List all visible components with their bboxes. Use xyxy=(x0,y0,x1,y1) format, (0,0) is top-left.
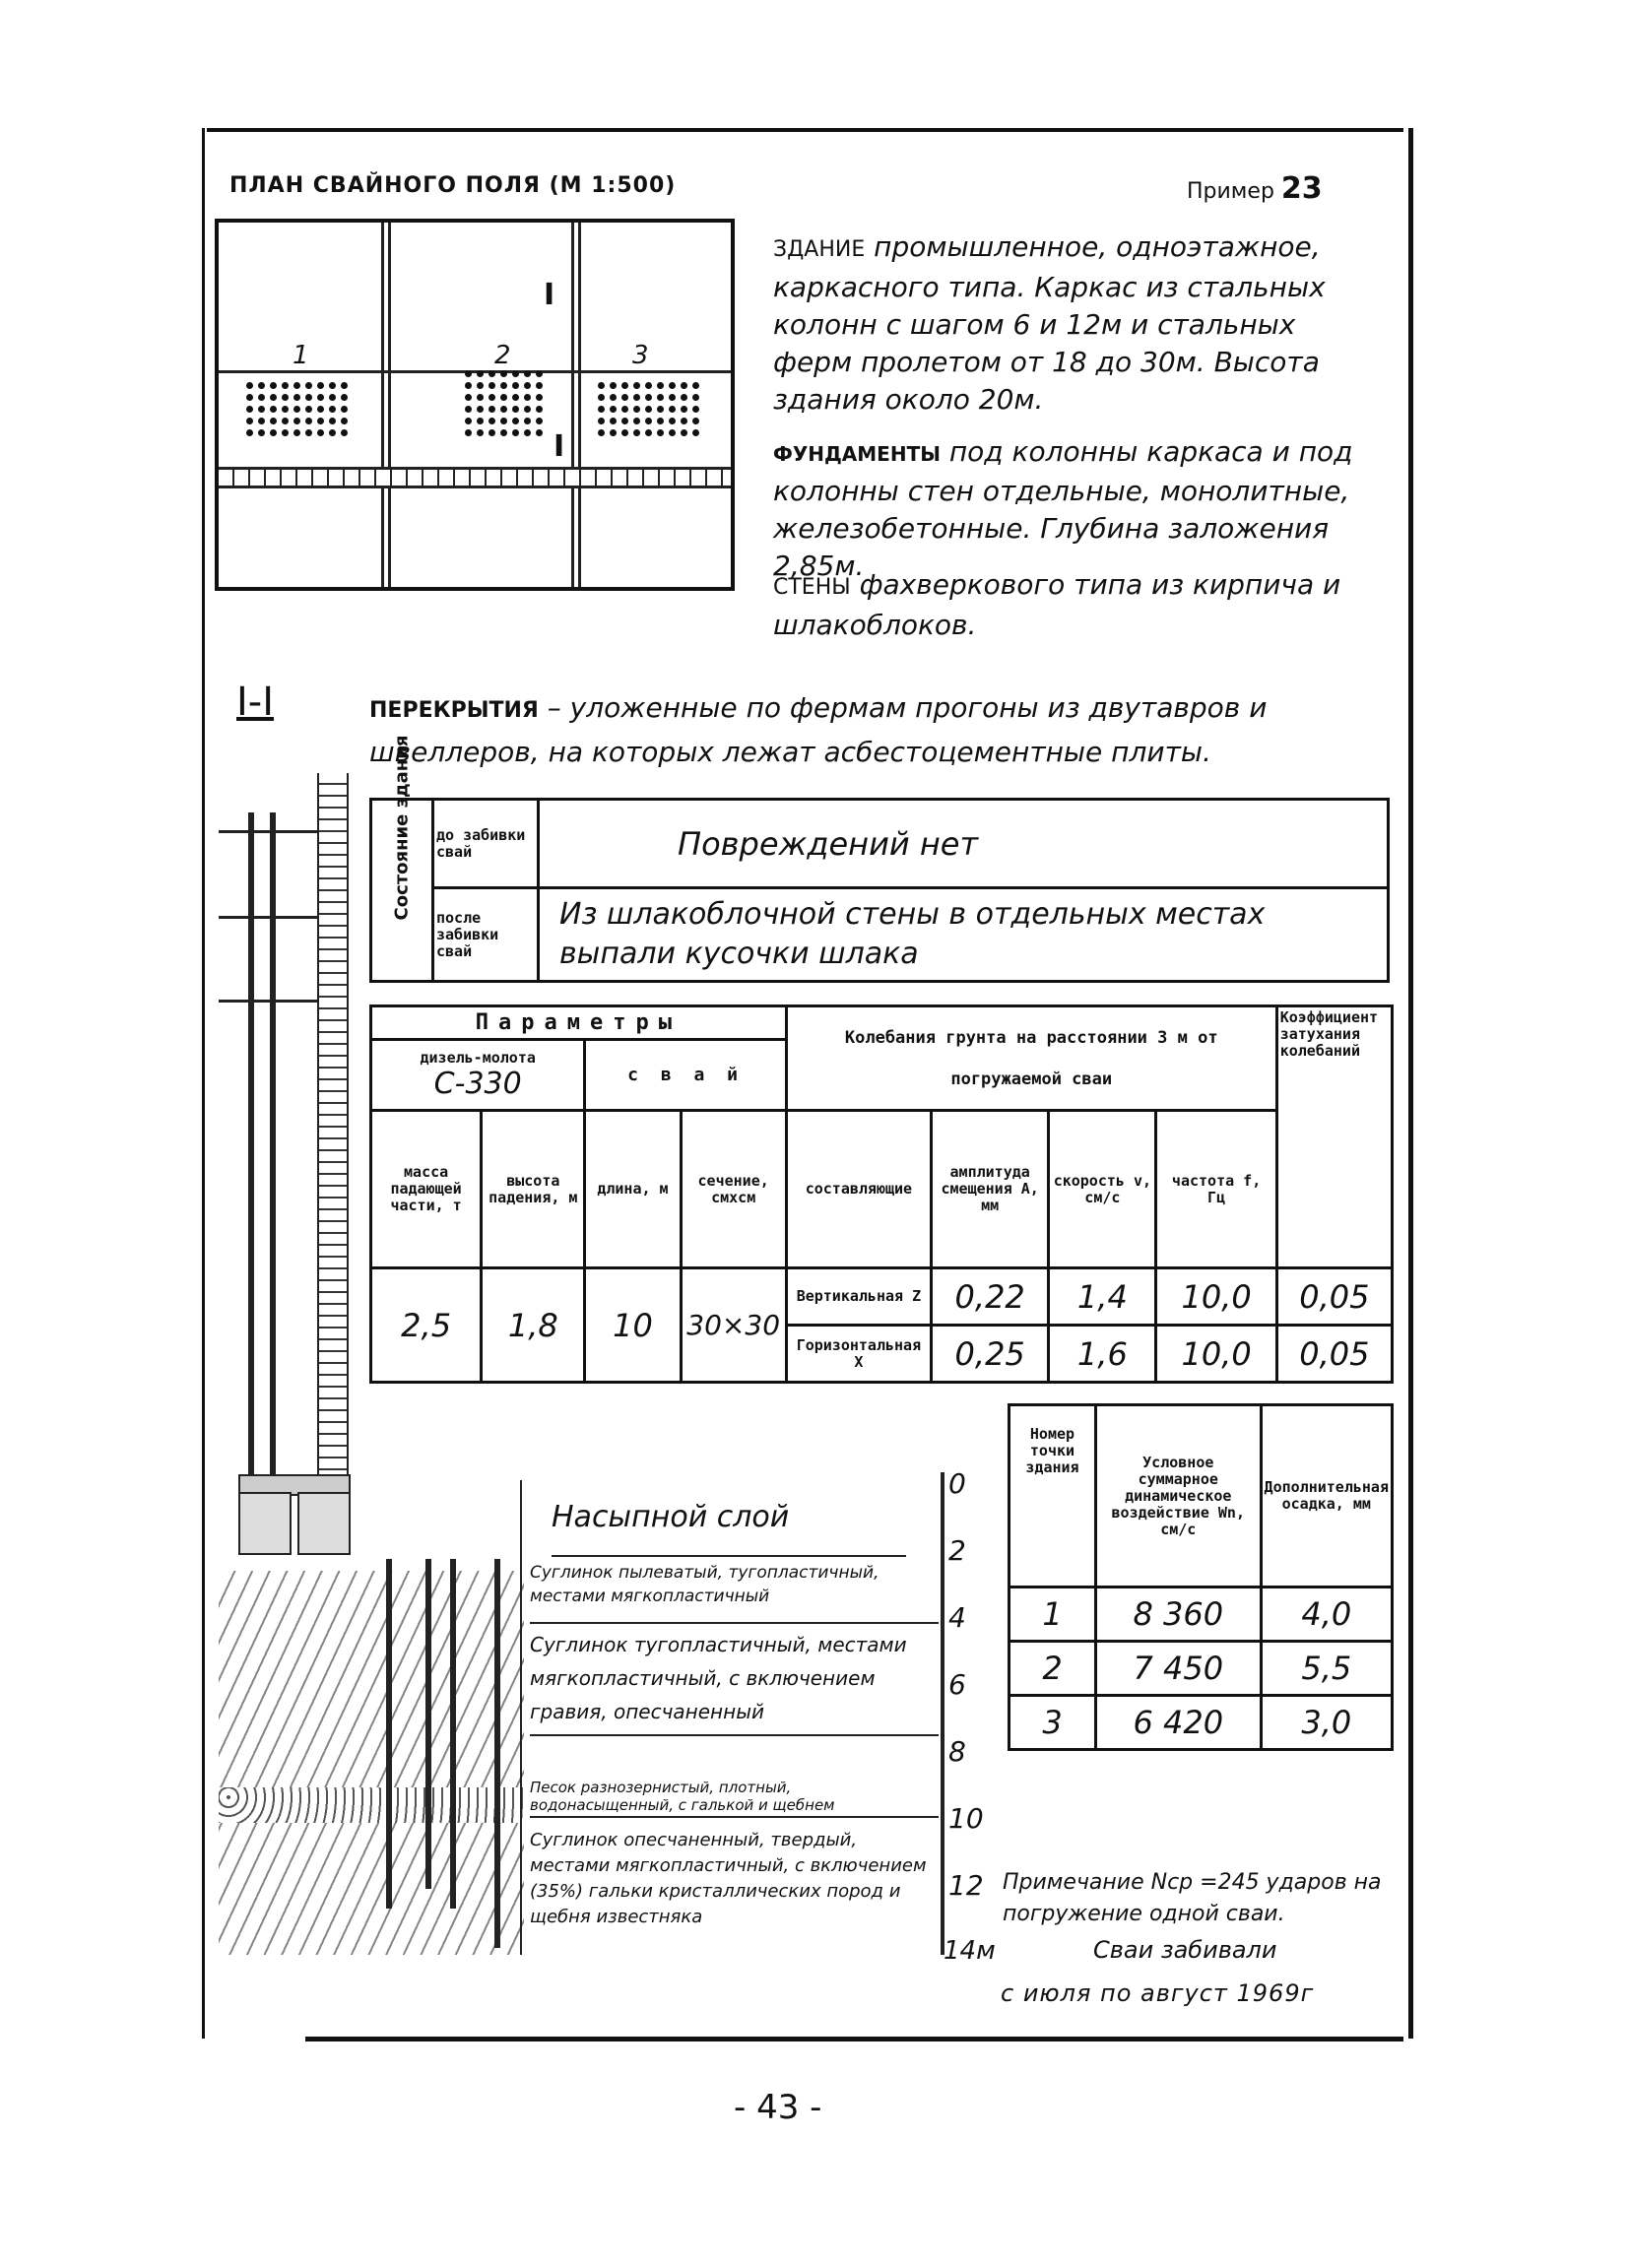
frame-bottom-line xyxy=(305,2037,1403,2041)
pile-dot xyxy=(305,394,312,401)
state-text-after: Из шлакоблочной стены в отдельных местах выпали кусочки шлака xyxy=(539,888,1389,982)
mass-value: 2,5 xyxy=(371,1268,482,1383)
pile-dot xyxy=(341,418,348,424)
point-impact: 7 450 xyxy=(1095,1642,1261,1696)
pile-dot xyxy=(500,406,507,413)
vibration-header: Колебания грунта на расстоянии 3 м от погружаемой сваи xyxy=(786,1006,1276,1111)
pile-dot xyxy=(692,382,699,389)
pile-dot xyxy=(645,382,652,389)
pile-dot xyxy=(512,418,519,424)
col-section: сечение, смхсм xyxy=(681,1111,786,1268)
pile-dot xyxy=(692,418,699,424)
col-point: Номер точки здания xyxy=(1009,1405,1096,1588)
pile-dot xyxy=(270,406,277,413)
pile-dot xyxy=(524,429,531,436)
pile-dot xyxy=(270,418,277,424)
pile-dot xyxy=(258,429,265,436)
pile-dot xyxy=(465,370,472,377)
pile-dot xyxy=(524,418,531,424)
pile-dot xyxy=(633,429,640,436)
pile-dot xyxy=(598,429,605,436)
pile-dot xyxy=(341,406,348,413)
pile-dot xyxy=(536,429,543,436)
point-number: 1 xyxy=(1009,1588,1096,1642)
point-impact: 8 360 xyxy=(1095,1588,1261,1642)
table-row xyxy=(1009,1642,1393,1696)
pile-dot xyxy=(341,394,348,401)
pile-dot xyxy=(317,429,324,436)
depth-0: 0 xyxy=(948,1467,966,1500)
pile-section-value: 30×30 xyxy=(681,1268,786,1383)
pile-dot xyxy=(657,382,664,389)
state-text-before: Повреждений нет xyxy=(539,800,1389,888)
pile-dot xyxy=(293,394,300,401)
pile-dot xyxy=(246,406,253,413)
pile-dot xyxy=(621,418,628,424)
pile-dot xyxy=(282,418,289,424)
pile-dot xyxy=(692,406,699,413)
pile-dot xyxy=(610,382,617,389)
piles-header: с в а й xyxy=(585,1040,786,1111)
col-frequency: частота f, Гц xyxy=(1156,1111,1276,1268)
frequency-horizontal: 10,0 xyxy=(1156,1326,1276,1383)
pile-dot xyxy=(633,406,640,413)
pile-dot xyxy=(282,406,289,413)
pile-dot xyxy=(258,394,265,401)
pile-dot xyxy=(488,370,495,377)
pile-dot xyxy=(246,382,253,389)
pile-dot xyxy=(669,406,676,413)
pile-dot xyxy=(633,418,640,424)
pile-dot xyxy=(621,406,628,413)
pile-dot xyxy=(488,382,495,389)
soil-layer-3: Суглинок тугопластичный, местами мягкопластичный, с включением гравия, опесчаненный xyxy=(530,1628,939,1736)
velocity-horizontal: 1,6 xyxy=(1049,1326,1156,1383)
soil-layer-2: Суглинок пылеватый, тугопластичный, местами мягкопластичный xyxy=(530,1561,939,1624)
overlap-label: ПЕРЕКРЫТИЯ xyxy=(369,698,539,723)
plan-title: ПЛАН СВАЙНОГО ПОЛЯ (М 1:500) xyxy=(229,173,677,198)
pile-dot xyxy=(633,394,640,401)
pile-dot xyxy=(465,418,472,424)
pile-dot xyxy=(477,382,484,389)
state-group-cell xyxy=(371,735,433,982)
pile-dot xyxy=(329,394,336,401)
col-component: составляющие xyxy=(786,1111,931,1268)
state-when-after: после забивки свай xyxy=(433,888,539,982)
hammer-header: дизель-молота xyxy=(420,1048,536,1067)
pile-dot xyxy=(477,394,484,401)
params-header: Параметры xyxy=(371,1006,787,1040)
pile-dot xyxy=(477,418,484,424)
height-value: 1,8 xyxy=(482,1268,585,1383)
note-text: Примечание Nср =245 ударов на погружение одной сваи. xyxy=(1003,1870,1382,1926)
pile-dot xyxy=(692,429,699,436)
section-mark-top: I xyxy=(544,278,555,312)
pile-dot xyxy=(524,406,531,413)
pile-dot xyxy=(341,429,348,436)
point-settlement: 5,5 xyxy=(1261,1642,1392,1696)
pile-dot xyxy=(465,429,472,436)
pile-dot xyxy=(293,429,300,436)
pile-dot xyxy=(681,429,687,436)
pile-dot xyxy=(293,418,300,424)
point-number: 3 xyxy=(1009,1696,1096,1750)
pile-dot xyxy=(317,418,324,424)
pile-dot xyxy=(246,394,253,401)
pile-dot xyxy=(657,429,664,436)
pile-dot xyxy=(669,418,676,424)
pile-dot xyxy=(512,370,519,377)
pile-dot xyxy=(536,406,543,413)
overlap-description xyxy=(369,687,1335,773)
pile-dot xyxy=(610,418,617,424)
pile-dot xyxy=(598,406,605,413)
depth-6: 6 xyxy=(948,1668,966,1701)
frequency-vertical: 10,0 xyxy=(1156,1268,1276,1326)
example-label xyxy=(1187,171,1323,206)
pile-dot xyxy=(293,382,300,389)
pile-group-2 xyxy=(465,370,563,449)
pile-dot xyxy=(536,418,543,424)
pile-dot xyxy=(500,382,507,389)
pile-dot xyxy=(282,394,289,401)
col-amplitude: амплитуда смещения А, мм xyxy=(932,1111,1049,1268)
section-label: I-I xyxy=(236,680,275,725)
pile-dot xyxy=(488,429,495,436)
pile-dot xyxy=(512,382,519,389)
walls-label: СТЕНЫ xyxy=(773,575,851,600)
example-label-text: Пример xyxy=(1187,179,1274,204)
component-vertical: Вертикальная Z xyxy=(786,1268,931,1326)
pile-dot xyxy=(512,394,519,401)
component-horizontal: Горизонтальная X xyxy=(786,1326,931,1383)
col-impact: Условное суммарное динамическое воздействие Wn, см/с xyxy=(1095,1405,1261,1588)
pile-dot xyxy=(282,429,289,436)
depth-4: 4 xyxy=(948,1601,966,1634)
pile-dot xyxy=(317,382,324,389)
pile-dot xyxy=(610,429,617,436)
pile-dot xyxy=(692,394,699,401)
pile-dot xyxy=(500,370,507,377)
damping-horizontal: 0,05 xyxy=(1276,1326,1392,1383)
depth-2: 2 xyxy=(948,1534,966,1567)
walls-text: фахверкового типа из кирпича и шлакоблоков. xyxy=(773,568,1341,641)
plan-point-2: 2 xyxy=(494,341,511,370)
building-text: промышленное, одноэтажное, каркасного типа. Каркас из стальных колонн с шагом 6 и 12м и стальных ферм пролетом от 18 до 30м. Высота здания около 20м. xyxy=(773,230,1326,416)
building-state-table xyxy=(369,735,1390,983)
col-mass: масса падающей части, т xyxy=(371,1111,482,1268)
pile-dot xyxy=(270,394,277,401)
plan-point-1: 1 xyxy=(293,341,309,370)
page-number: - 43 - xyxy=(734,2088,822,2127)
pile-dot xyxy=(645,429,652,436)
col-height: высота падения, м xyxy=(482,1111,585,1268)
foundations-description xyxy=(773,433,1364,585)
pile-dot xyxy=(270,429,277,436)
pile-dot xyxy=(657,418,664,424)
depth-12: 12 xyxy=(948,1869,984,1902)
vibration-params-table xyxy=(369,1004,1394,1384)
hammer-header-cell xyxy=(371,1040,585,1111)
foundations-text: под колонны каркаса и под колонны стен отдельные, монолитные, железобетонные. Глубина заложения 2,85м. xyxy=(773,435,1353,582)
depth-axis xyxy=(941,1472,944,1955)
building-label: ЗДАНИЕ xyxy=(773,237,866,262)
pile-dot xyxy=(305,429,312,436)
pile-dot xyxy=(524,370,531,377)
pile-group-1 xyxy=(246,382,364,441)
col-length: длина, м xyxy=(585,1111,681,1268)
note-text-2: Сваи забивали xyxy=(1093,1936,1277,1964)
pile-dot xyxy=(329,429,336,436)
pile-dot xyxy=(329,418,336,424)
table-row xyxy=(1009,1588,1393,1642)
pile-dot xyxy=(669,429,676,436)
point-number: 2 xyxy=(1009,1642,1096,1696)
pile-dot xyxy=(621,394,628,401)
pile-dot xyxy=(500,394,507,401)
pile-dot xyxy=(610,406,617,413)
pile-dot xyxy=(633,382,640,389)
wall-section-drawing xyxy=(219,773,347,1492)
amplitude-horizontal: 0,25 xyxy=(932,1326,1049,1383)
note-text-3: с июля по август 1969г xyxy=(1001,1979,1315,2007)
pile-dot xyxy=(681,406,687,413)
pile-dot xyxy=(610,394,617,401)
pile-dot xyxy=(669,382,676,389)
soil-layer-4: Песок разнозернистый, плотный, водонасыщенный, с галькой и щебнем xyxy=(530,1779,939,1818)
pile-dot xyxy=(282,382,289,389)
pile-dot xyxy=(598,418,605,424)
pile-dot xyxy=(465,406,472,413)
building-description xyxy=(773,228,1364,419)
pile-dot xyxy=(305,382,312,389)
depth-8: 8 xyxy=(948,1735,966,1768)
soil-layer-5: Суглинок опесчаненный, твердый, местами мягкопластичный, с включением (35%) гальки кристаллических пород и щебня известняка xyxy=(530,1830,927,1927)
pile-dot xyxy=(669,394,676,401)
pile-dot xyxy=(258,406,265,413)
pile-dot xyxy=(500,418,507,424)
pile-dot xyxy=(536,370,543,377)
state-when-before: до забивки свай xyxy=(433,800,539,888)
pile-dot xyxy=(246,418,253,424)
damping-header: Коэффициент затухания колебаний xyxy=(1276,1006,1392,1268)
point-settlement: 3,0 xyxy=(1261,1696,1392,1750)
state-group-label: Состояние здания xyxy=(391,735,413,920)
pile-dot xyxy=(621,429,628,436)
pile-dot xyxy=(681,382,687,389)
pile-dot xyxy=(681,418,687,424)
pile-dot xyxy=(465,382,472,389)
depth-14: 14м xyxy=(944,1936,996,1966)
pile-dot xyxy=(524,394,531,401)
plan-point-3: 3 xyxy=(632,341,649,370)
pile-field-plan xyxy=(215,219,735,591)
table-row xyxy=(1009,1696,1393,1750)
walls-description xyxy=(773,566,1364,644)
pile-dot xyxy=(536,394,543,401)
pile-dot xyxy=(258,418,265,424)
length-value: 10 xyxy=(585,1268,681,1383)
pile-dot xyxy=(524,382,531,389)
pile-group-3 xyxy=(598,382,716,441)
example-number: 23 xyxy=(1280,171,1323,206)
pile-dot xyxy=(488,418,495,424)
pile-dot xyxy=(465,394,472,401)
depth-10: 10 xyxy=(948,1802,984,1835)
soil-profile-drawing xyxy=(219,1492,524,1955)
amplitude-vertical: 0,22 xyxy=(932,1268,1049,1326)
pile-dot xyxy=(270,382,277,389)
pile-dot xyxy=(512,406,519,413)
overlap-text: – уложенные по фермам прогоны из двутавров и швеллеров, на которых лежат асбестоцементные плиты. xyxy=(369,691,1268,768)
foundations-label: ФУНДАМЕНТЫ xyxy=(773,442,941,466)
pile-dot xyxy=(258,382,265,389)
pile-dot xyxy=(246,429,253,436)
damping-vertical: 0,05 xyxy=(1276,1268,1392,1326)
point-impact: 6 420 xyxy=(1095,1696,1261,1750)
pile-dot xyxy=(477,370,484,377)
section-mark-bottom: I xyxy=(554,429,565,464)
pile-dot xyxy=(477,429,484,436)
pile-dot xyxy=(477,406,484,413)
pile-dot xyxy=(598,394,605,401)
pile-dot xyxy=(657,394,664,401)
pile-dot xyxy=(488,406,495,413)
pile-dot xyxy=(329,406,336,413)
pile-dot xyxy=(293,406,300,413)
pile-dot xyxy=(512,429,519,436)
velocity-vertical: 1,4 xyxy=(1049,1268,1156,1326)
pile-dot xyxy=(657,406,664,413)
soil-layers xyxy=(520,1480,945,1955)
hammer-model: С-330 xyxy=(433,1066,522,1101)
pile-dot xyxy=(305,418,312,424)
pile-dot xyxy=(329,382,336,389)
pile-dot xyxy=(645,406,652,413)
pile-dot xyxy=(305,406,312,413)
pile-dot xyxy=(317,406,324,413)
pile-dot xyxy=(488,394,495,401)
pile-dot xyxy=(317,394,324,401)
pile-dot xyxy=(621,382,628,389)
pile-dot xyxy=(536,382,543,389)
pile-dot xyxy=(500,429,507,436)
pile-dot xyxy=(681,394,687,401)
pile-dot xyxy=(645,418,652,424)
col-velocity: скорость v, см/с xyxy=(1049,1111,1156,1268)
points-impact-table xyxy=(1008,1403,1394,1751)
pile-dot xyxy=(598,382,605,389)
col-settlement: Дополнительная осадка, мм xyxy=(1261,1405,1392,1588)
point-settlement: 4,0 xyxy=(1261,1588,1392,1642)
pile-dot xyxy=(645,394,652,401)
soil-layer-1: Насыпной слой xyxy=(552,1500,906,1557)
pile-dot xyxy=(341,382,348,389)
